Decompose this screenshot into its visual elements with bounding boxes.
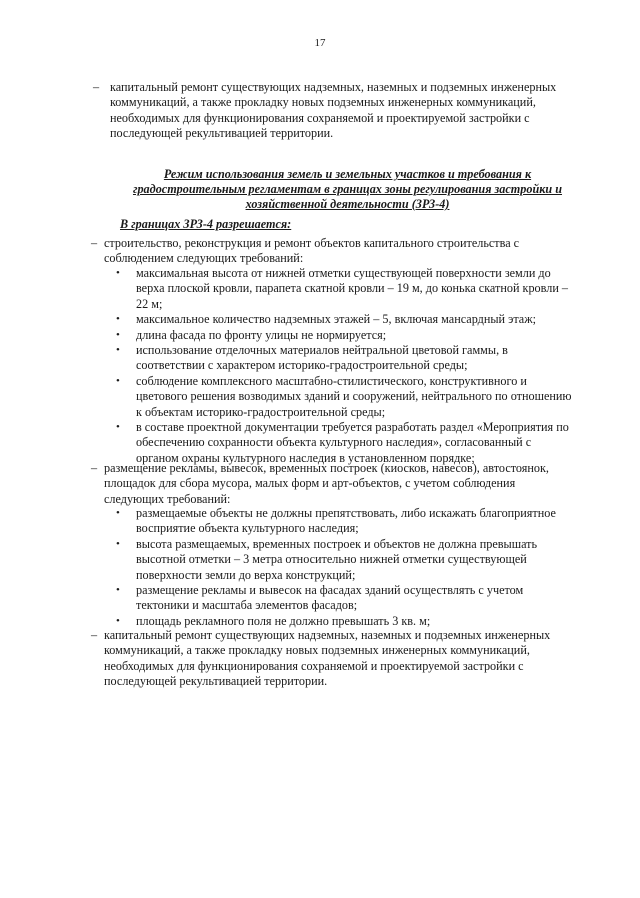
bullet-marker: • <box>116 584 120 597</box>
dash-marker: – <box>92 80 100 94</box>
dash-marker: – <box>90 628 98 642</box>
bullet-marker: • <box>116 614 120 627</box>
dash-marker: – <box>90 236 98 250</box>
list-item-text: капитальный ремонт существующих надземных, наземных и подземных инженерных коммуникаций, а также прокладку новых подземных инженерных коммуникаций, необходимых для функционирования сохраняемой и проектируемой застройки с последующей рекультивацией территории. <box>104 628 551 689</box>
bullet-marker: • <box>116 507 120 519</box>
bullet-marker: • <box>116 374 120 387</box>
bullet-marker: • <box>116 267 120 279</box>
bullet-item: • в составе проектной документации требуется разработать раздел «Мероприятия по обеспечению сохранности объекта культурного наследия», согласованный с органом охраны культурного наследия в установленном порядке; <box>116 420 569 465</box>
dash-marker: – <box>90 461 98 475</box>
list-item-text: капитальный ремонт существующих надземных, наземных и подземных инженерных коммуникаций, а также прокладку новых подземных инженерных коммуникаций, необходимых для функционирования сохраняемой и проектируемой застройки с последующей рекультивацией территории. <box>110 80 557 141</box>
bullet-marker: • <box>116 328 120 341</box>
list-item-text: размещение рекламы, вывесок, временных построек (киосков, навесов), автостоянок, площадок для сбора мусора, малых форм и арт-объектов, с учетом соблюдения следующих требований: <box>104 461 549 506</box>
bullet-item: • площадь рекламного поля не должно превышать 3 кв. м; <box>116 613 431 628</box>
bullet-marker: • <box>116 344 120 357</box>
bullet-item: • соблюдение комплексного масштабно-стилистического, конструктивного и цветового решения возводимых зданий и сооружений, нейтрального по отношению к объектам историко-градостроительной среды; <box>116 373 572 419</box>
bullet-marker: • <box>116 421 120 434</box>
bullet-item: • длина фасада по фронту улицы не нормируется; <box>116 327 387 342</box>
requirements-list <box>112 266 572 466</box>
section-heading: Режим использования земель и земельных участков и требования к градостроительным регламентам в границах зоны регулирования застройки и хозяйственной деятельности (ЗРЗ-4) <box>132 167 563 211</box>
page-number: 17 <box>314 37 326 49</box>
bullet-item: • высота размещаемых, временных построек и объектов не должна превышать высотной отметки – 3 метра относительно нижней отметки существующей поверхности земли до верха конструкций; <box>116 536 538 582</box>
bullet-item: • использование отделочных материалов нейтральной цветовой гаммы, в соответствии с характером историко-градостроительной среды; <box>116 343 508 373</box>
bullet-marker: • <box>116 313 120 326</box>
list-item-text: строительство, реконструкция и ремонт объектов капитального строительства с соблюдением следующих требований: <box>104 236 520 266</box>
bullet-item: • максимальная высота от нижней отметки существующей поверхности земли до верха плоской кровли, парапета скатной кровли – 19 м, до конька скатной кровли – 22 м; <box>116 266 568 311</box>
bullet-item: • размещаемые объекты не должны препятствовать, либо искажать благоприятное восприятие объекта культурного наследия; <box>116 506 556 536</box>
bullet-marker: • <box>116 537 120 550</box>
section-subheading: В границах ЗРЗ-4 разрешается: <box>120 217 292 231</box>
bullet-item: • размещение рекламы и вывесок на фасадах зданий осуществлять с учетом тектоники и масштаба элементов фасадов; <box>116 583 524 613</box>
bullet-item: • максимальное количество надземных этажей – 5, включая мансардный этаж; <box>116 312 537 327</box>
requirements-list <box>112 506 574 629</box>
